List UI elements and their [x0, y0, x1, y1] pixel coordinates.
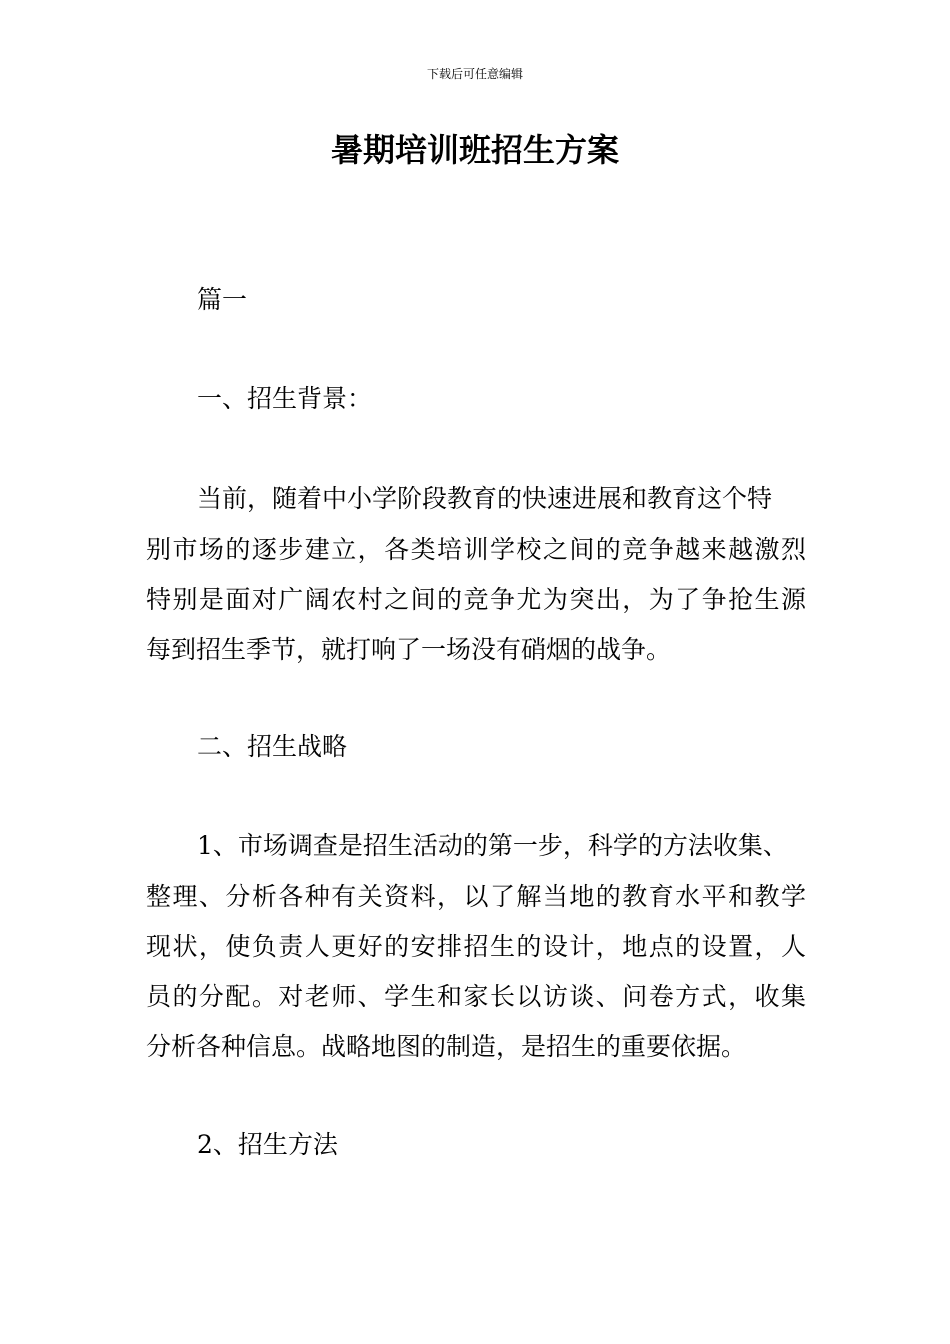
section-heading-background: 一、招生背景： — [197, 384, 373, 413]
paragraph-line: 别市场的逐步建立，各类培训学校之间的竞争越来越激烈 — [146, 535, 806, 564]
header-note: 下载后可任意编辑 — [426, 67, 523, 81]
section-heading-strategy: 二、招生战略 — [197, 732, 348, 761]
document-title: 暑期培训班招生方案 — [330, 131, 619, 169]
part-label: 篇一 — [197, 285, 248, 314]
paragraph-line: 现状，使负责人更好的安排招生的设计，地点的设置，人 — [146, 932, 806, 961]
paragraph-line: 每到招生季节，就打响了一场没有硝烟的战争。 — [146, 635, 672, 664]
paragraph-line: 特别是面对广阔农村之间的竞争尤为突出，为了争抢生源 — [146, 585, 806, 614]
paragraph-line: 员的分配。对老师、学生和家长以访谈、问卷方式，收集 — [146, 982, 806, 1011]
paragraph-line: 1、市场调查是招生活动的第一步，科学的方法收集、 — [197, 831, 788, 860]
paragraph-line: 整理、分析各种有关资料，以了解当地的教育水平和教学 — [146, 882, 806, 911]
subsection-heading-methods: 2、招生方法 — [197, 1130, 338, 1159]
paragraph-line: 当前，随着中小学阶段教育的快速进展和教育这个特 — [197, 484, 773, 513]
paragraph-line: 分析各种信息。战略地图的制造，是招生的重要依据。 — [146, 1032, 747, 1061]
